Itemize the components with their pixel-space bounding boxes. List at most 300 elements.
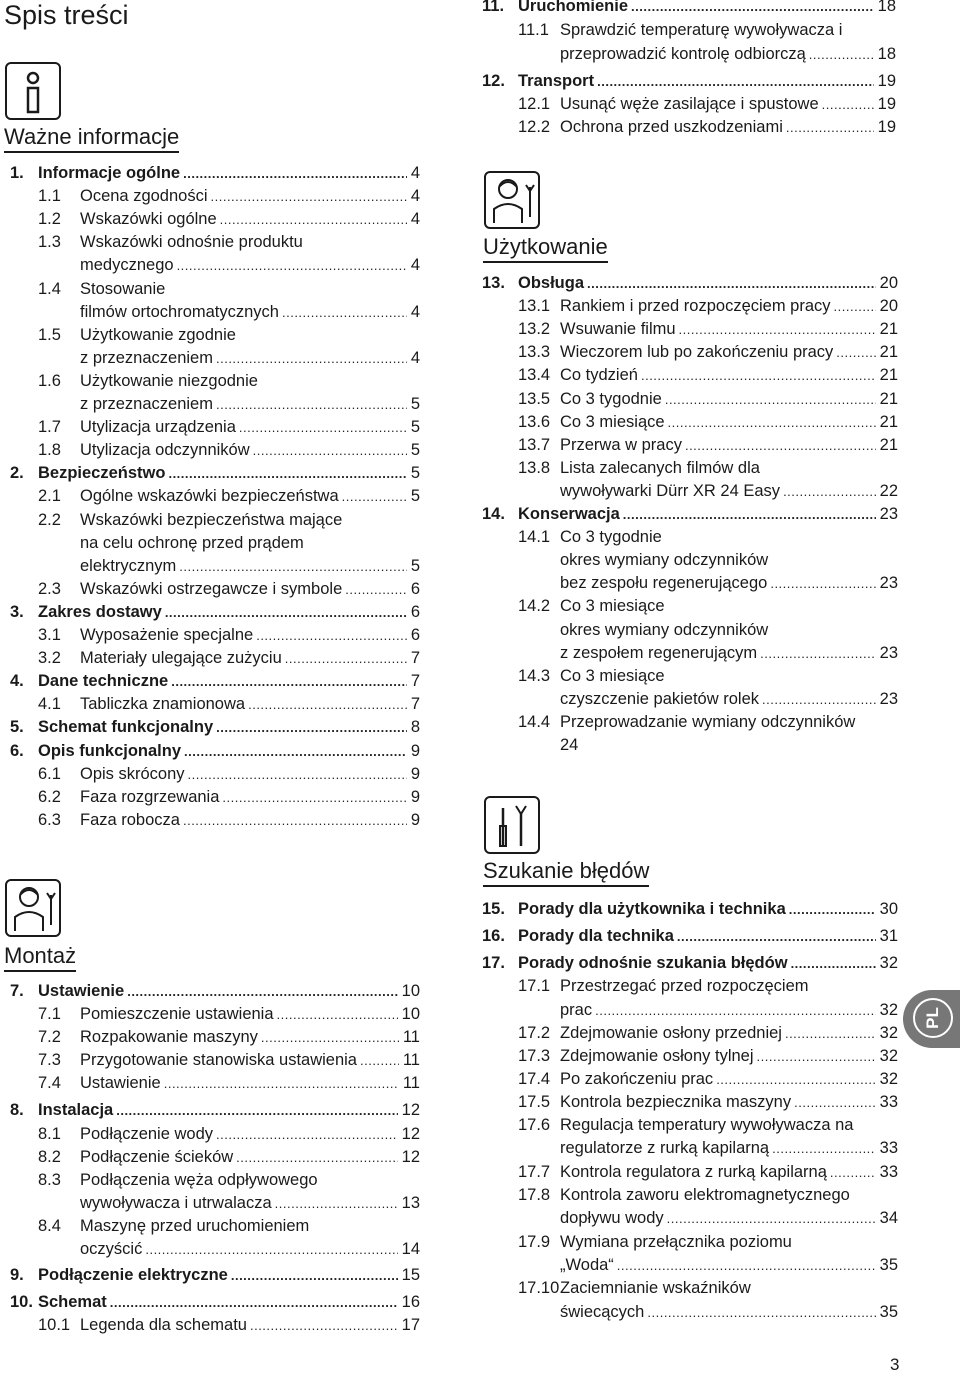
toc-entry: [0, 208, 420, 231]
page-title: Spis treści: [4, 0, 129, 30]
toc-entry-page: 18: [877, 45, 896, 63]
toc-entry-leader: [236, 1146, 397, 1169]
toc-entry-leader: [772, 1137, 876, 1160]
toc-entry-number: 13.3: [518, 343, 551, 362]
toc-entry-number: 6.: [10, 741, 24, 760]
toc-entry-leader: [164, 1072, 399, 1095]
toc-entry-page: 7: [410, 649, 420, 668]
toc-entry: [0, 485, 420, 508]
toc-entry-number: 8.3: [38, 1171, 61, 1189]
toc-entry: [0, 301, 420, 324]
toc-entry-text: Podłączenie wody: [80, 1125, 213, 1143]
toc-entry-text: „Woda“: [560, 1256, 614, 1274]
toc-entry-text: dopływu wody: [560, 1209, 664, 1227]
toc-entry: [0, 370, 420, 393]
toc-entry-page: 20: [879, 297, 898, 316]
toc-entry-number: 8.2: [38, 1148, 61, 1166]
toc-entry-page: 12: [401, 1148, 420, 1166]
toc-entry: [482, 619, 898, 642]
toc-entry-page: 15: [401, 1266, 420, 1284]
toc-entry-text: Porady dla użytkownika i technika: [518, 900, 786, 918]
toc-entry-text: wywoływacza i utrwalacza: [80, 1194, 272, 1212]
toc-entry-page: 18: [877, 0, 896, 15]
toc-entry-number: 17.8: [518, 1186, 551, 1204]
toc-entry: [482, 642, 898, 665]
toc-entry-leader: [179, 555, 407, 578]
toc-entry-leader: [822, 93, 874, 116]
toc-entry-text: Przestrzegać przed rozpoczęciem: [560, 977, 809, 995]
toc-entry: [482, 434, 898, 457]
toc-entry-page: 35: [879, 1303, 898, 1321]
toc-entry-number: 13.4: [518, 366, 551, 385]
toc-entry: [482, 43, 896, 66]
toc-entry-number: 4.1: [38, 695, 61, 714]
toc-entry-text: Dane techniczne: [38, 672, 169, 691]
toc-entry-leader: [250, 1314, 398, 1337]
toc-entry: [482, 688, 898, 711]
toc-entry-page: 5: [410, 395, 420, 413]
toc-entry-text: Lista zalecanych filmów dla: [560, 458, 760, 477]
toc-entry: [0, 601, 420, 624]
toc-entry-text: Kontrola bezpiecznika maszyny: [560, 1093, 792, 1111]
toc-entry-leader: [216, 1123, 398, 1146]
toc-entry-leader: [342, 485, 407, 508]
toc-entry-text: okres wymiany odczynników: [560, 620, 769, 639]
toc-entry: [0, 740, 420, 763]
toc-entry-leader: [757, 1045, 876, 1068]
toc-entry-page: 16: [401, 1293, 420, 1311]
toc-entry: [482, 734, 898, 757]
toc-entry: [482, 364, 898, 387]
toc-entry-page: 23: [879, 574, 898, 593]
toc-entry-page: 6: [410, 579, 420, 598]
toc-entry: [482, 1114, 898, 1137]
toc-entry: [482, 1231, 898, 1254]
toc-entry-page: 17: [401, 1316, 420, 1334]
toc-entry-page: 21: [879, 435, 898, 454]
toc-entry-number: 12.1: [518, 95, 551, 113]
toc-entry-text: bez zespołu regenerującego: [560, 574, 768, 593]
toc-entry-number: 4.: [10, 672, 24, 691]
toc-entry: [0, 1291, 420, 1314]
toc-entry: [482, 1068, 898, 1091]
toc-entry-number: 7.1: [38, 1005, 61, 1023]
toc-entry-text: Stosowanie: [80, 279, 166, 298]
toc-entry-page: 33: [879, 1139, 898, 1157]
toc-entry-text: przeprowadzić kontrolę odbiorczą: [560, 45, 806, 63]
technician-icon: [484, 171, 540, 229]
section-title-assembly: Montaż: [4, 943, 76, 972]
toc-entry-text: Ustawienie: [38, 982, 125, 1000]
toc-entry-leader: [127, 980, 397, 1003]
toc-entry-number: 1.1: [38, 187, 61, 206]
toc-entry: [482, 457, 898, 480]
toc-entry-text: Kontrola regulatora z rurką kapilarną: [560, 1163, 827, 1181]
toc-entry-leader: [345, 578, 407, 601]
toc-entry-page: 21: [879, 412, 898, 431]
toc-entry-number: 13.1: [518, 297, 551, 316]
page-number: 3: [890, 1355, 900, 1374]
toc-entry-leader: [239, 416, 407, 439]
toc-entry: [0, 647, 420, 670]
toc-entry-page: 19: [877, 95, 896, 113]
toc-entry-text: Wsuwanie filmu: [560, 320, 676, 339]
toc-entry-text: Co tydzień: [560, 366, 638, 385]
toc-entry-text: Transport: [518, 72, 595, 90]
toc-entry: [0, 763, 420, 786]
toc-entry: [482, 0, 896, 18]
toc-entry-number: 14.1: [518, 528, 551, 547]
toc-entry: [0, 1003, 420, 1026]
toc-entry: [0, 254, 420, 277]
toc-entry-text: Usunąć węże zasilające i spustowe: [560, 95, 819, 113]
toc-entry-text: Opis skrócony: [80, 764, 185, 783]
toc-entry: [482, 1045, 898, 1068]
toc-entry-number: 9.: [10, 1266, 24, 1284]
toc-entry-number: 3.2: [38, 649, 61, 668]
toc-entry-number: 1.6: [38, 371, 61, 390]
toc-entry-page: 9: [410, 787, 420, 806]
toc-entry-page: 11: [402, 1051, 420, 1069]
toc-entry: [0, 1314, 420, 1337]
toc-entry: [482, 411, 898, 434]
toc-entry-text: regulatorze z rurką kapilarną: [560, 1139, 770, 1157]
toc-entry-leader: [216, 716, 407, 739]
toc-entry: [482, 1254, 898, 1277]
toc-entry-page: 7: [410, 695, 420, 714]
toc-entry: [0, 1169, 420, 1192]
toc-entry-number: 14.3: [518, 666, 551, 685]
toc-entry-leader: [275, 1192, 398, 1215]
toc-entry: [0, 624, 420, 647]
toc-entry-text: wywoływarki Dürr XR 24 Easy: [560, 481, 781, 500]
toc-entry-page: 6: [410, 602, 420, 621]
toc-entry-leader: [168, 462, 406, 485]
toc-entry-number: 17.3: [518, 1047, 551, 1065]
toc-entry-text: Konserwacja: [518, 505, 620, 523]
toc-entry-text: Co 3 tygodnie: [560, 528, 662, 547]
toc-entry-page: 6: [410, 626, 420, 644]
toc-entry: [482, 898, 898, 921]
toc-entry-text: filmów ortochromatycznych: [80, 302, 279, 321]
toc-entry-page: 19: [877, 72, 896, 90]
toc-entry: [482, 1184, 898, 1207]
section-title-usage: Użytkowanie: [483, 234, 608, 263]
toc-entry-page: 9: [410, 810, 420, 829]
toc-entry-text: Rozpakowanie maszyny: [80, 1028, 258, 1046]
toc-entry-page: 11: [402, 1028, 420, 1046]
toc-entry-number: 17.: [482, 954, 505, 972]
toc-entry: [0, 509, 420, 532]
toc-entry: [0, 809, 420, 832]
toc-entry-text: Schemat: [38, 1293, 107, 1311]
toc-entry-text: elektrycznym: [80, 556, 177, 575]
toc-entry-page: 12: [401, 1125, 420, 1143]
toc-entry: [0, 278, 420, 301]
toc-entry-number: 1.4: [38, 279, 61, 298]
toc-entry-number: 1.8: [38, 441, 61, 460]
toc-entry-leader: [785, 1022, 876, 1045]
toc-entry-leader: [116, 1099, 397, 1122]
toc-entry-text: Faza robocza: [80, 810, 180, 829]
toc-entry: [0, 1099, 420, 1122]
toc-entry-page: 13: [401, 1194, 420, 1212]
toc-entry-text: Użytkowanie niezgodnie: [80, 371, 258, 390]
toc-entry-text: czyszczenie pakietów rolek: [560, 689, 759, 708]
toc-entry-number: 13.: [482, 274, 505, 292]
toc-entry-leader: [145, 1238, 397, 1261]
toc-entry: [0, 1026, 420, 1049]
toc-entry: [0, 1123, 420, 1146]
toc-entry: [482, 1161, 898, 1184]
toc-entry-leader: [716, 1068, 875, 1091]
toc-entry-page: 4: [410, 210, 420, 229]
toc-entry-number: 15.: [482, 900, 505, 918]
toc-entry-page: 21: [879, 320, 898, 339]
toc-entry-page: 20: [879, 274, 898, 292]
toc-entry: [482, 925, 898, 948]
info-icon: [5, 62, 61, 120]
toc-entry-page: 31: [879, 927, 898, 945]
toc-entry-leader: [171, 670, 407, 693]
toc-entry: [482, 711, 898, 734]
toc-entry: [482, 70, 896, 93]
toc-entry-leader: [587, 272, 876, 295]
toc-entry-number: 8.: [10, 1101, 24, 1119]
toc-entry-leader: [647, 1301, 875, 1324]
toc-entry-page: 33: [879, 1163, 898, 1181]
toc-entry-text: Wskazówki bezpieczeństwa mające: [80, 510, 343, 529]
toc-entry: [482, 1277, 898, 1300]
toc-entry-text: Co 3 miesiące: [560, 597, 665, 616]
toc-entry: [0, 1264, 420, 1287]
toc-entry-number: 7.: [10, 982, 24, 1000]
toc-entry-text: Ogólne wskazówki bezpieczeństwa: [80, 487, 339, 506]
toc-entry-leader: [809, 43, 874, 66]
toc-entry: [482, 549, 898, 572]
toc-entry: [482, 295, 898, 318]
toc-entry: [0, 416, 420, 439]
toc-entry-text: Zdejmowanie osłony tylnej: [560, 1047, 754, 1065]
toc-entry-page: 4: [410, 302, 420, 321]
toc-entry: [482, 665, 898, 688]
toc-entry: [0, 1215, 420, 1238]
toc-entry-number: 13.6: [518, 412, 551, 431]
toc-entry: [0, 980, 420, 1003]
toc-entry-number: 14.4: [518, 712, 551, 731]
toc-entry-page: 30: [879, 900, 898, 918]
toc-entry-leader: [641, 364, 876, 387]
toc-entry-text: prac: [560, 1001, 593, 1019]
toc-entry: [482, 975, 898, 998]
toc-entry-page: 32: [879, 1047, 898, 1065]
toc-entry: [482, 388, 898, 411]
language-badge: [903, 990, 960, 1048]
toc-entry-leader: [834, 295, 876, 318]
toc-entry-text: Ochrona przed uszkodzeniami: [560, 118, 783, 136]
toc-entry-text: Materiały ulegające zużyciu: [80, 649, 282, 668]
toc-entry-text: Regulacja temperatury wywoływacza na: [560, 1116, 854, 1134]
toc-entry-number: 7.2: [38, 1028, 61, 1046]
toc-entry-text: oczyścić: [80, 1240, 143, 1258]
toc-entry: [482, 503, 898, 526]
toc-entry-number: 2.2: [38, 510, 61, 529]
toc-entry-text: Wymiana przełącznika poziomu: [560, 1233, 792, 1251]
toc-entry-page: 5: [410, 441, 420, 460]
toc-entry-number: 17.4: [518, 1070, 551, 1088]
toc-entry-page: 7: [410, 672, 420, 691]
toc-entry-leader: [665, 388, 876, 411]
toc-entry: [482, 1022, 898, 1045]
toc-entry-text: Wyposażenie specjalne: [80, 626, 254, 644]
toc-entry-text: Legenda dla schematu: [80, 1316, 247, 1334]
toc-entry-text: Ocena zgodności: [80, 187, 208, 206]
toc-entry-number: 1.3: [38, 233, 61, 252]
toc-entry-number: 17.7: [518, 1163, 551, 1181]
toc-entry-text: Obsługa: [518, 274, 585, 292]
toc-entry-number: 11.1: [518, 21, 549, 39]
toc-entry-leader: [668, 411, 876, 434]
toc-entry-leader: [830, 1161, 876, 1184]
toc-entry-page: 21: [879, 343, 898, 362]
toc-entry-leader: [786, 116, 874, 139]
toc-entry-text: medycznego: [80, 256, 174, 275]
toc-entry: [482, 999, 898, 1022]
toc-entry-text: Porady dla technika: [518, 927, 674, 945]
toc-entry-leader: [783, 480, 876, 503]
toc-entry-number: 8.4: [38, 1217, 61, 1235]
toc-entry-text: Zaciemnianie wskaźników: [560, 1279, 751, 1297]
toc-entry-number: 11.: [482, 0, 505, 15]
toc-entry-leader: [791, 952, 876, 975]
toc-entry-leader: [216, 393, 407, 416]
toc-entry: [0, 439, 420, 462]
toc-entry-leader: [184, 740, 407, 763]
toc-entry-leader: [256, 624, 407, 647]
toc-entry-number: 6.2: [38, 787, 61, 806]
toc-entry-leader: [794, 1091, 876, 1114]
toc-entry-page: 10: [401, 1005, 420, 1023]
toc-entry-page: 21: [879, 366, 898, 385]
toc-entry-page: 4: [410, 187, 420, 206]
toc-entry-page: 33: [879, 1093, 898, 1111]
toc-entry-text: Kontrola zaworu elektromagnetycznego: [560, 1186, 850, 1204]
toc-entry-text: z zespołem regenerującym: [560, 643, 758, 662]
toc-entry-page: 8: [410, 718, 420, 737]
toc-entry: [482, 1091, 898, 1114]
toc-entry: [482, 318, 898, 341]
toc-entry-text: Przerwa w pracy: [560, 435, 682, 454]
section-title-important: Ważne informacje: [4, 124, 179, 153]
toc-entry-text: Pomieszczenie ustawienia: [80, 1005, 274, 1023]
toc-entry-page: 32: [879, 954, 898, 972]
toc-entry: [0, 1049, 420, 1072]
toc-entry-page: 4: [410, 256, 420, 275]
toc-entry: [0, 462, 420, 485]
toc-entry-leader: [677, 925, 876, 948]
toc-entry: [482, 341, 898, 364]
toc-entry: [482, 1301, 898, 1324]
toc-entry-page: 5: [410, 418, 420, 437]
toc-entry-leader: [248, 693, 407, 716]
toc-entry-text: Wskazówki odnośnie produktu: [80, 233, 303, 252]
toc-entry-number: 14.: [482, 505, 505, 523]
toc-entry-text: na celu ochronę przed prądem: [80, 533, 304, 552]
toc-entry: [0, 1192, 420, 1215]
toc-entry: [0, 162, 420, 185]
toc-entry-number: 12.: [482, 72, 505, 90]
toc-entry-page: 5: [410, 464, 420, 483]
technician-icon: [5, 879, 61, 937]
toc-entry-number: 10.: [10, 1293, 33, 1311]
toc-entry: [0, 1238, 420, 1261]
toc-entry: [0, 532, 420, 555]
toc-entry-number: 2.1: [38, 487, 61, 506]
toc-entry-text: Informacje ogólne: [38, 164, 181, 182]
toc-entry: [0, 716, 420, 739]
toc-entry-leader: [220, 208, 407, 231]
toc-entry-leader: [110, 1291, 398, 1314]
toc-entry-text: Podłączenia węża odpływowego: [80, 1171, 318, 1189]
toc-entry-text: z przeznaczeniem: [80, 395, 213, 413]
toc-entry-page: 23: [879, 689, 898, 708]
toc-entry-text: okres wymiany odczynników: [560, 551, 769, 570]
toc-entry-leader: [685, 434, 876, 457]
toc-entry-leader: [789, 898, 876, 921]
toc-entry-number: 17.9: [518, 1233, 551, 1251]
toc-entry: [0, 393, 420, 416]
toc-entry-text: z przeznaczeniem: [80, 348, 213, 367]
toc-entry-number: 7.3: [38, 1051, 61, 1069]
toc-entry-leader: [211, 185, 407, 208]
toc-entry-page: 35: [879, 1256, 898, 1274]
toc-entry-text: Przeprowadzanie wymiany odczynników: [560, 712, 856, 731]
toc-entry-text: Co 3 tygodnie: [560, 389, 662, 408]
toc-entry-page: 9: [410, 741, 420, 760]
toc-entry: [482, 93, 896, 116]
toc-entry-number: 3.1: [38, 626, 61, 644]
toc-entry-number: 13.7: [518, 435, 551, 454]
toc-entry-number: 6.3: [38, 810, 61, 829]
toc-entry: [482, 526, 898, 549]
section-title-troubleshooting: Szukanie błędów: [483, 858, 649, 887]
toc-entry-text: Bezpieczeństwo: [38, 464, 166, 483]
toc-entry-leader: [770, 572, 875, 595]
toc-entry-leader: [597, 70, 874, 93]
toc-entry-text: Wskazówki ogólne: [80, 210, 217, 229]
toc-entry-number: 6.1: [38, 764, 61, 783]
toc-entry-page: 19: [877, 118, 896, 136]
toc-entry-page: 11: [402, 1074, 420, 1092]
toc-entry-number: 2.3: [38, 579, 61, 598]
toc-entry-leader: [623, 503, 876, 526]
toc-entry-number: 17.2: [518, 1024, 551, 1042]
toc-entry: [482, 480, 898, 503]
toc-entry-number: 17.6: [518, 1116, 551, 1134]
toc-entry-text: Wieczorem lub po zakończeniu pracy: [560, 343, 834, 362]
toc-entry-leader: [667, 1207, 876, 1230]
toc-entry-number: 1.2: [38, 210, 61, 229]
toc-entry-page: 34: [879, 1209, 898, 1227]
toc-entry-text: Wskazówki ostrzegawcze i symbole: [80, 579, 343, 598]
toc-entry-text: Utylizacja urządzenia: [80, 418, 236, 437]
language-badge-label: PL: [923, 1007, 942, 1029]
toc-entry-leader: [253, 439, 407, 462]
toc-entry-page: 4: [410, 348, 420, 367]
toc-entry-page: 22: [879, 481, 898, 500]
toc-entry-text: Zakres dostawy: [38, 602, 162, 621]
toc-entry-number: 1.: [10, 164, 24, 182]
